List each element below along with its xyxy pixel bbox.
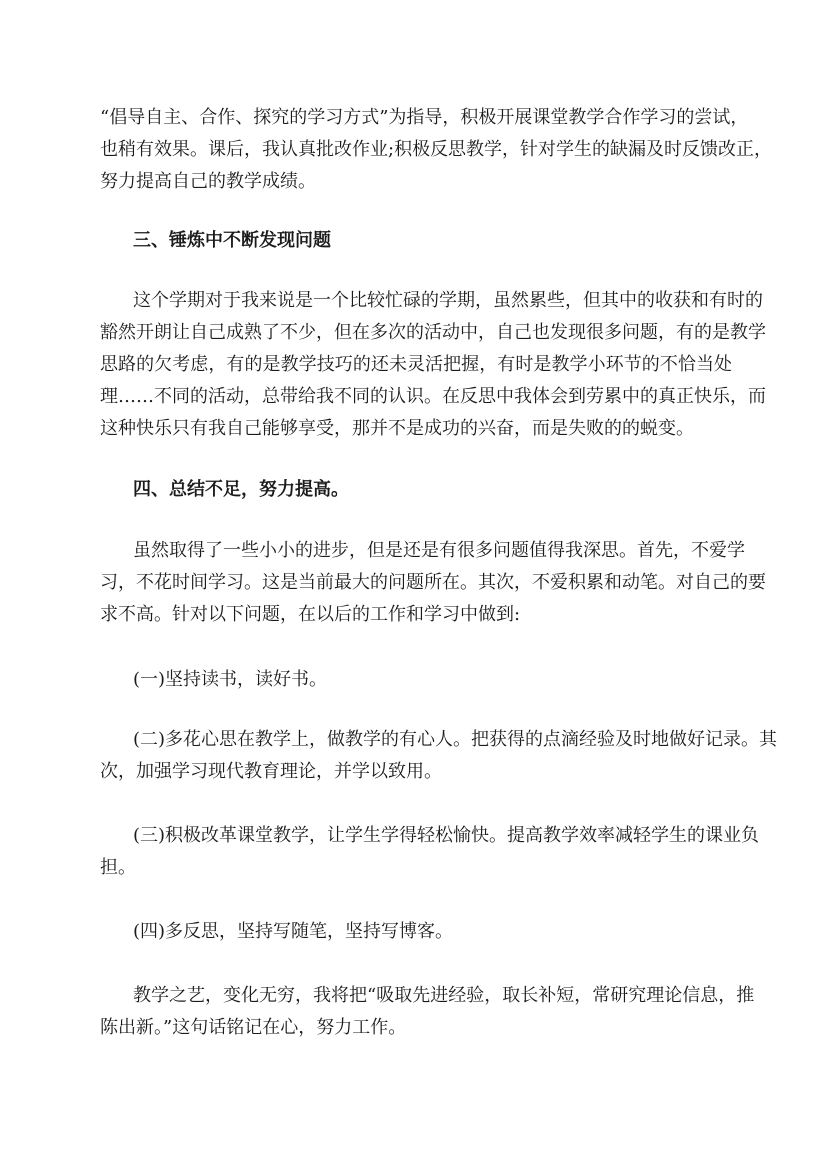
section-heading: 三、锤炼中不断发现问题 xyxy=(133,230,331,251)
list-item: (一)坚持读书，读好书。 xyxy=(133,669,328,690)
list-item: (二)多花心思在教学上，做教学的有心人。把获得的点滴经验及时地做好记录。其 xyxy=(133,729,778,750)
text-line: 教学之艺，变化无穷，我将把“吸取先进经验，取长补短，常研究理论信息，推 xyxy=(133,985,755,1006)
text-line: 求不高。针对以下问题，在以后的工作和学习中做到: xyxy=(100,604,521,625)
text-line: 习，不花时间学习。这是当前最大的问题所在。其次，不爱积累和动笔。对自己的要 xyxy=(100,572,766,593)
text-line: 这个学期对于我来说是一个比较忙碌的学期，虽然累些，但其中的收获和有时的 xyxy=(133,290,763,311)
text-line: “倡导自主、合作、探究的学习方式”为指导，积极开展课堂教学合作学习的尝试， xyxy=(100,107,749,128)
section-heading: 四、总结不足，努力提高。 xyxy=(133,479,349,500)
text-line: 也稍有效果。课后，我认真批改作业;积极反思教学，针对学生的缺漏及时反馈改正， xyxy=(100,139,773,160)
text-line: 努力提高自己的教学成绩。 xyxy=(100,171,316,192)
text-line: 理……不同的活动，总带给我不同的认识。在反思中我体会到劳累中的真正快乐，而 xyxy=(100,386,766,407)
text-line: 思路的欠考虑，有的是教学技巧的还未灵活把握，有时是教学小环节的不恰当处 xyxy=(100,354,732,375)
list-item: (四)多反思，坚持写随笔，坚持写博客。 xyxy=(133,921,454,942)
list-item: (三)积极改革课堂教学，让学生学得轻松愉快。提高教学效率减轻学生的课业负 xyxy=(133,825,760,846)
text-line: 这种快乐只有我自己能够享受，那并不是成功的兴奋，而是失败的的蜕变。 xyxy=(100,418,694,439)
text-line: 陈出新。”这句话铭记在心，努力工作。 xyxy=(100,1017,407,1038)
text-line: 豁然开朗让自己成熟了不少，但在多次的活动中，自己也发现很多问题，有的是教学 xyxy=(100,322,766,343)
text-line: 次，加强学习现代教育理论，并学以致用。 xyxy=(100,761,442,782)
text-line: 虽然取得了一些小小的进步，但是还是有很多问题值得我深思。首先，不爱学 xyxy=(133,540,745,561)
text-line: 担。 xyxy=(100,857,136,878)
